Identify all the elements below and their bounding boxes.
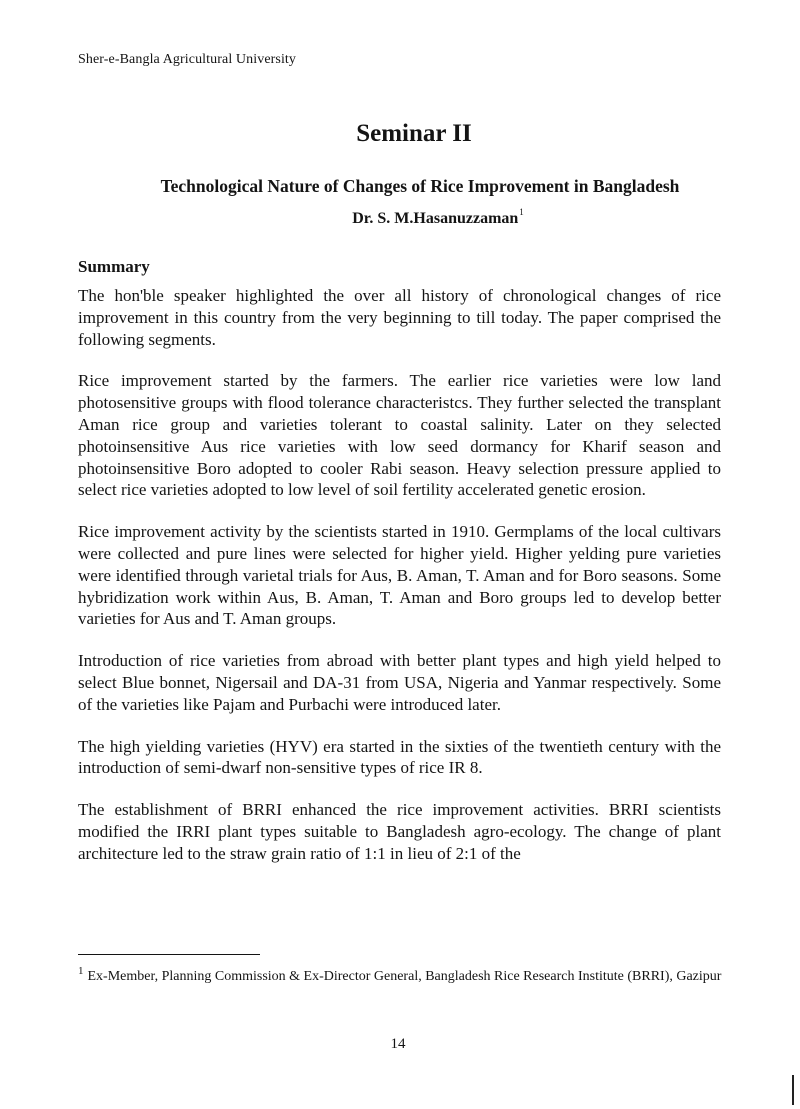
paragraph: The hon'ble speaker highlighted the over all history of chronological changes of rice improvement in this country from the very beginning to till today. The paper comprised the following segments. [78, 286, 721, 349]
running-header: Sher-e-Bangla Agricultural University [78, 52, 297, 67]
paragraph: The establishment of BRRI enhanced the rice improvement activities. BRRI scientists modified the IRRI plant types suitable to Bangladesh agro-ecology. The change of plant architecture led to the straw grain ratio of 1:1 in lieu of 2:1 of the [78, 800, 721, 863]
author-footnote-marker: 1 [519, 207, 524, 217]
section-heading-summary: Summary [78, 257, 150, 276]
paragraph: The high yielding varieties (HYV) era started in the sixties of the twentieth century with the introduction of semi-dwarf non-sensitive types of rice IR 8. [78, 736, 721, 778]
author-line [38, 207, 800, 228]
footnote-text: Ex-Member, Planning Commission & Ex-Director General, Bangladesh Rice Research Institute (BRRI), Gazipur [87, 969, 722, 984]
paragraph: Introduction of rice varieties from abroad with better plant types and high yield helped to select Blue bonnet, Nigersail and DA-31 from USA, Nigeria and Yanmar respectively. Some of the varieties like Pajam and Purbachi were introduced later. [78, 651, 721, 714]
footnote [78, 961, 728, 987]
paragraph: Rice improvement activity by the scientists started in 1910. Germplams of the local cultivars were collected and pure lines were selected for higher yield. Higher yelding pure varieties were identified through varietal trials for Aus, B. Aman, T. Aman and for Boro seasons. Some hybridization work within Aus, B. Aman, T. Aman and Boro groups led to develop better varieties for Aus and T. Aman groups. [78, 522, 721, 629]
footnote-marker: 1 [78, 965, 84, 977]
page-title: Seminar II [356, 120, 472, 147]
summary-body [78, 285, 721, 885]
paragraph: Rice improvement started by the farmers. The earlier rice varieties were low land photosensitive groups with flood tolerance characteristcs. They further selected the transplant Aman rice group and varieties tolerant to coastal salinity. Later on they selected photoinsensitive Aus rice varieties with low seed dormancy for Kharif season and photoinsensitive Boro adopted to cooler Rabi season. Heavy selection pressure applied to select rice varieties adopted to low level of soil fertility accelerated genetic erosion. [78, 371, 721, 500]
author-name: Dr. S. M.Hasanuzzaman [352, 210, 519, 227]
scan-edge-mark [792, 1075, 794, 1105]
paper-subtitle: Technological Nature of Changes of Rice Improvement in Bangladesh [160, 176, 680, 196]
page-number: 14 [390, 1036, 406, 1052]
footnote-divider [78, 954, 260, 955]
